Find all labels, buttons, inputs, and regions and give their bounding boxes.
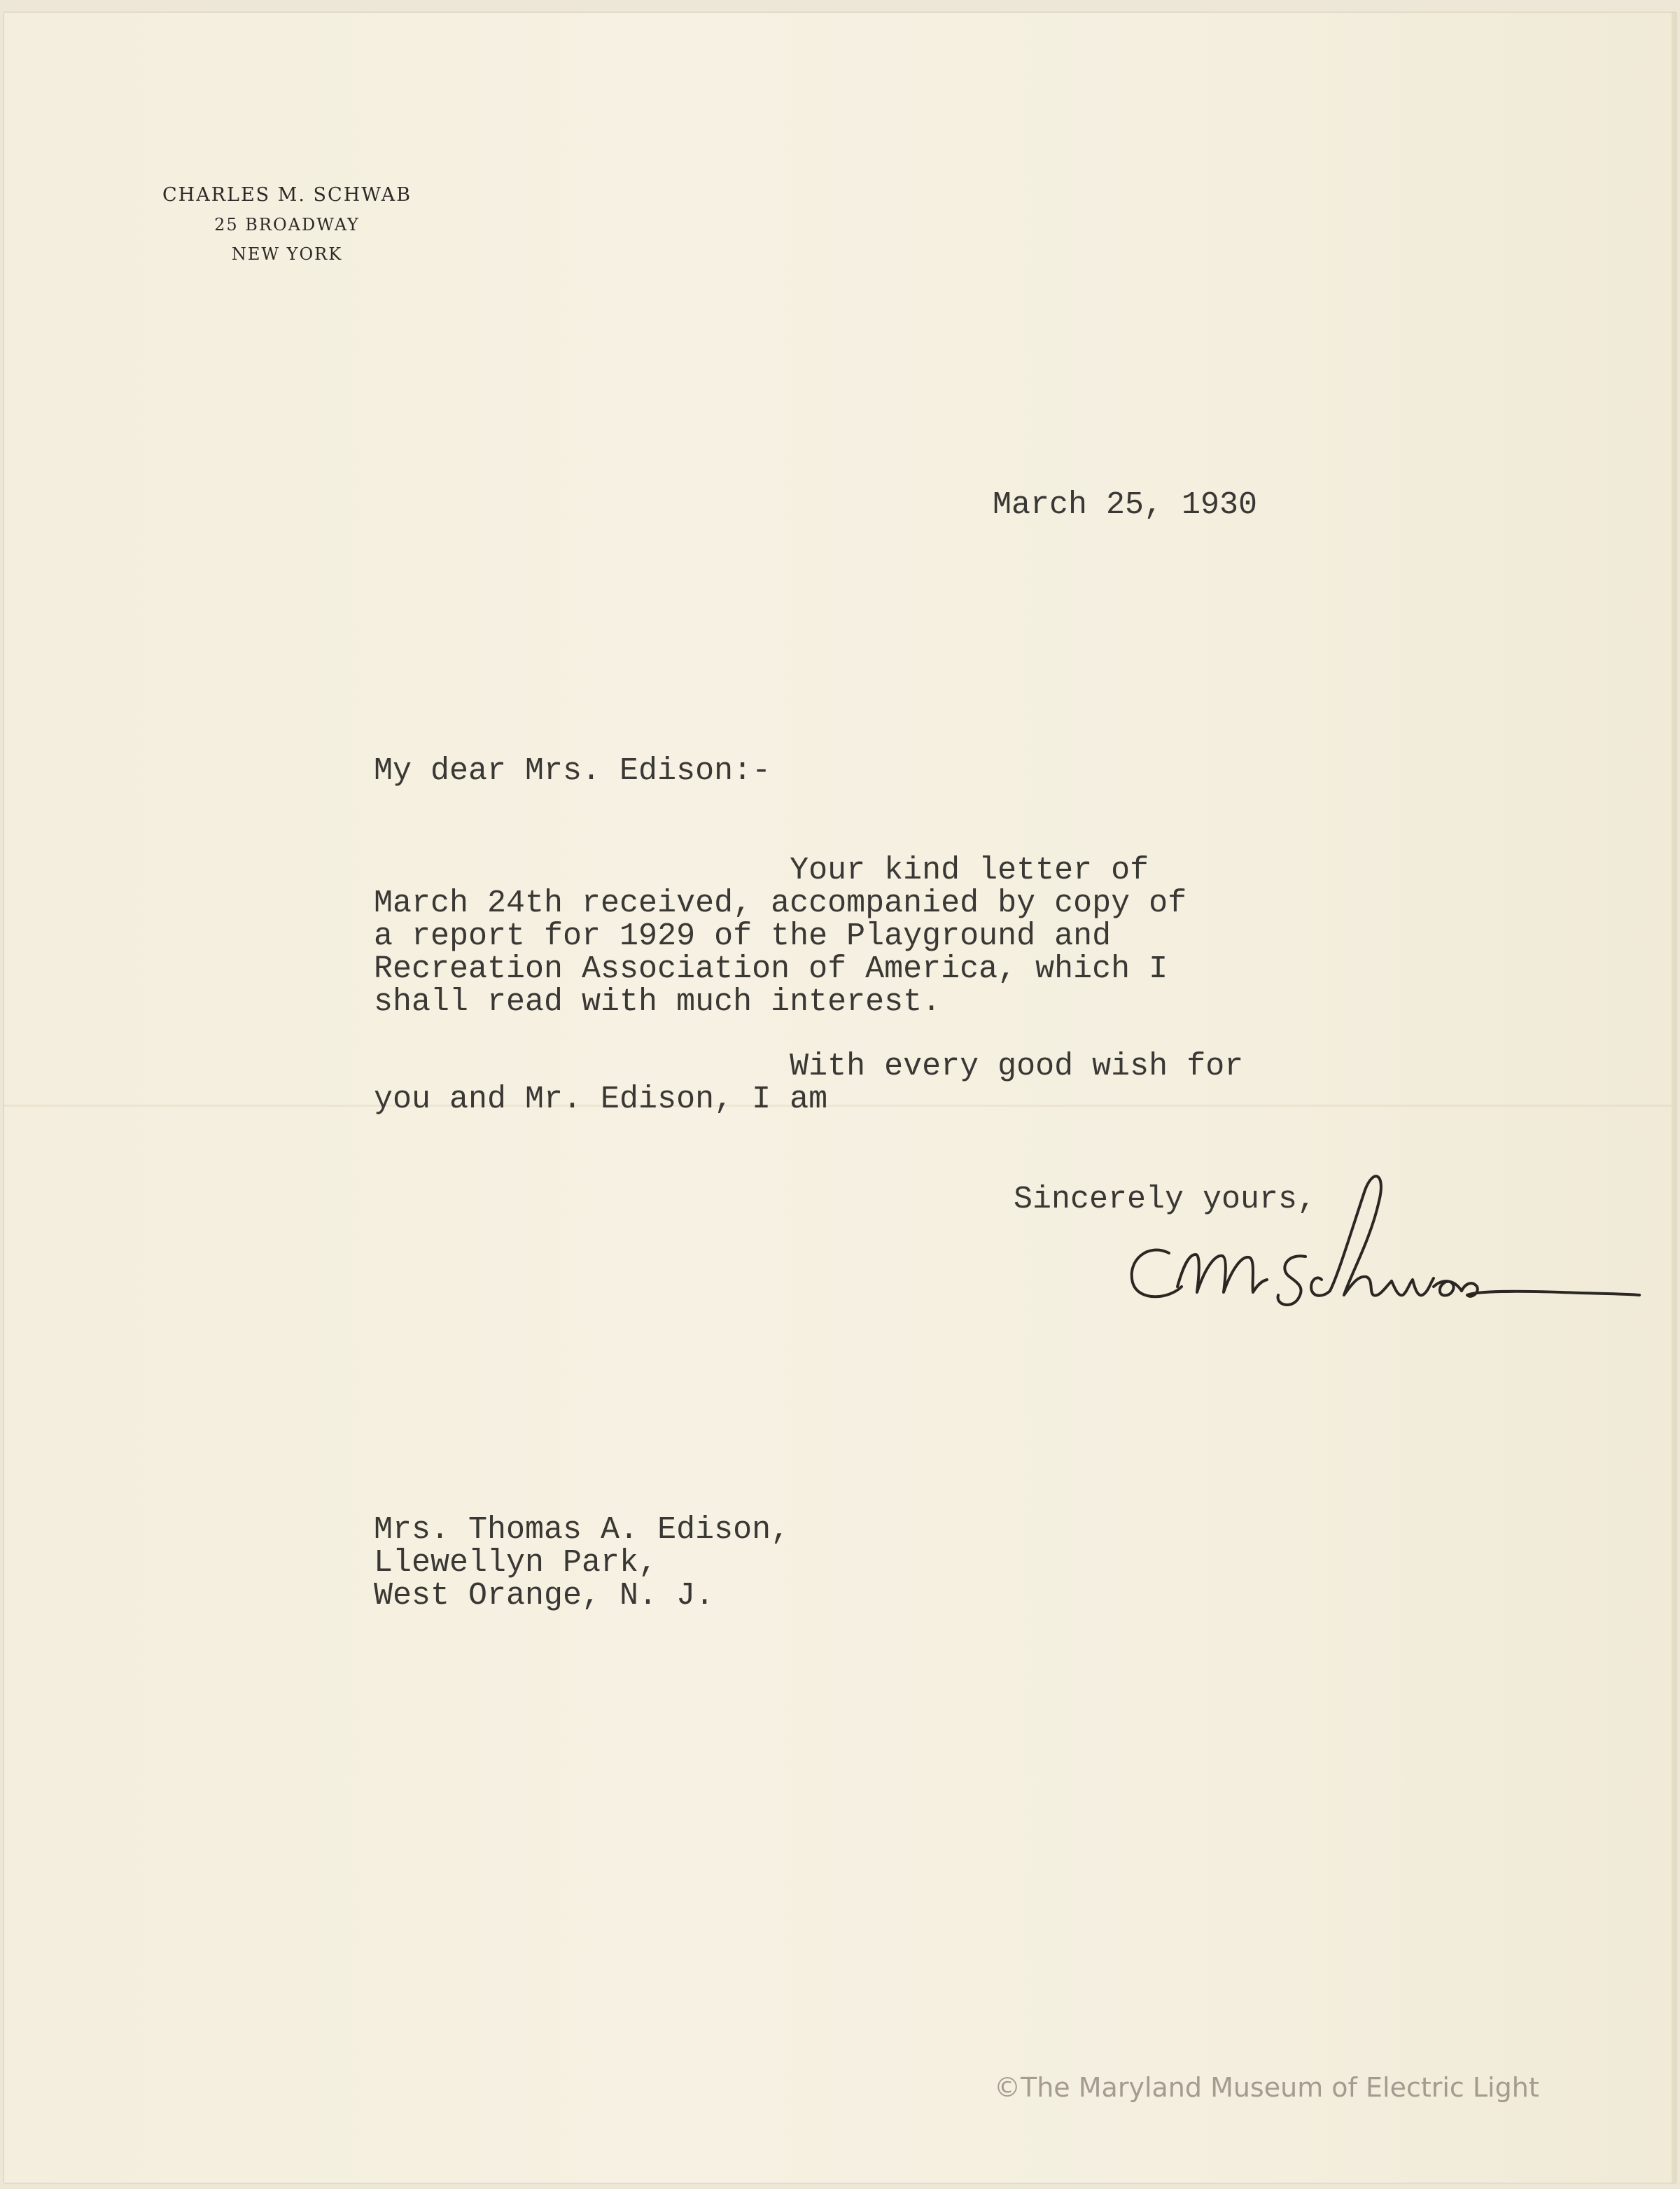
letter-date: March 25, 1930 xyxy=(993,487,1258,523)
body-paragraph: With every good wish for you and Mr. Edison, I am xyxy=(374,1049,1244,1117)
recipient-address: Mrs. Thomas A. Edison, Llewellyn Park, West Orange, N. J. xyxy=(374,1512,790,1614)
letterhead-address: 25 BROADWAY xyxy=(214,215,360,235)
letterhead xyxy=(105,181,469,269)
closing: Sincerely yours, xyxy=(1014,1182,1317,1217)
body-paragraph: Your kind letter of March 24th received, accompanied by copy of a report for 1929 of the Playground and Recreation Association of America, which I shall read with much interest. xyxy=(374,853,1187,1020)
copyright-watermark: ©The Maryland Museum of Electric Light xyxy=(994,2072,1539,2103)
salutation: My dear Mrs. Edison:- xyxy=(374,753,771,789)
letterhead-name: CHARLES M. SCHWAB xyxy=(162,184,412,206)
handwritten-signature xyxy=(1113,1162,1645,1323)
letterhead-city: NEW YORK xyxy=(231,244,343,264)
